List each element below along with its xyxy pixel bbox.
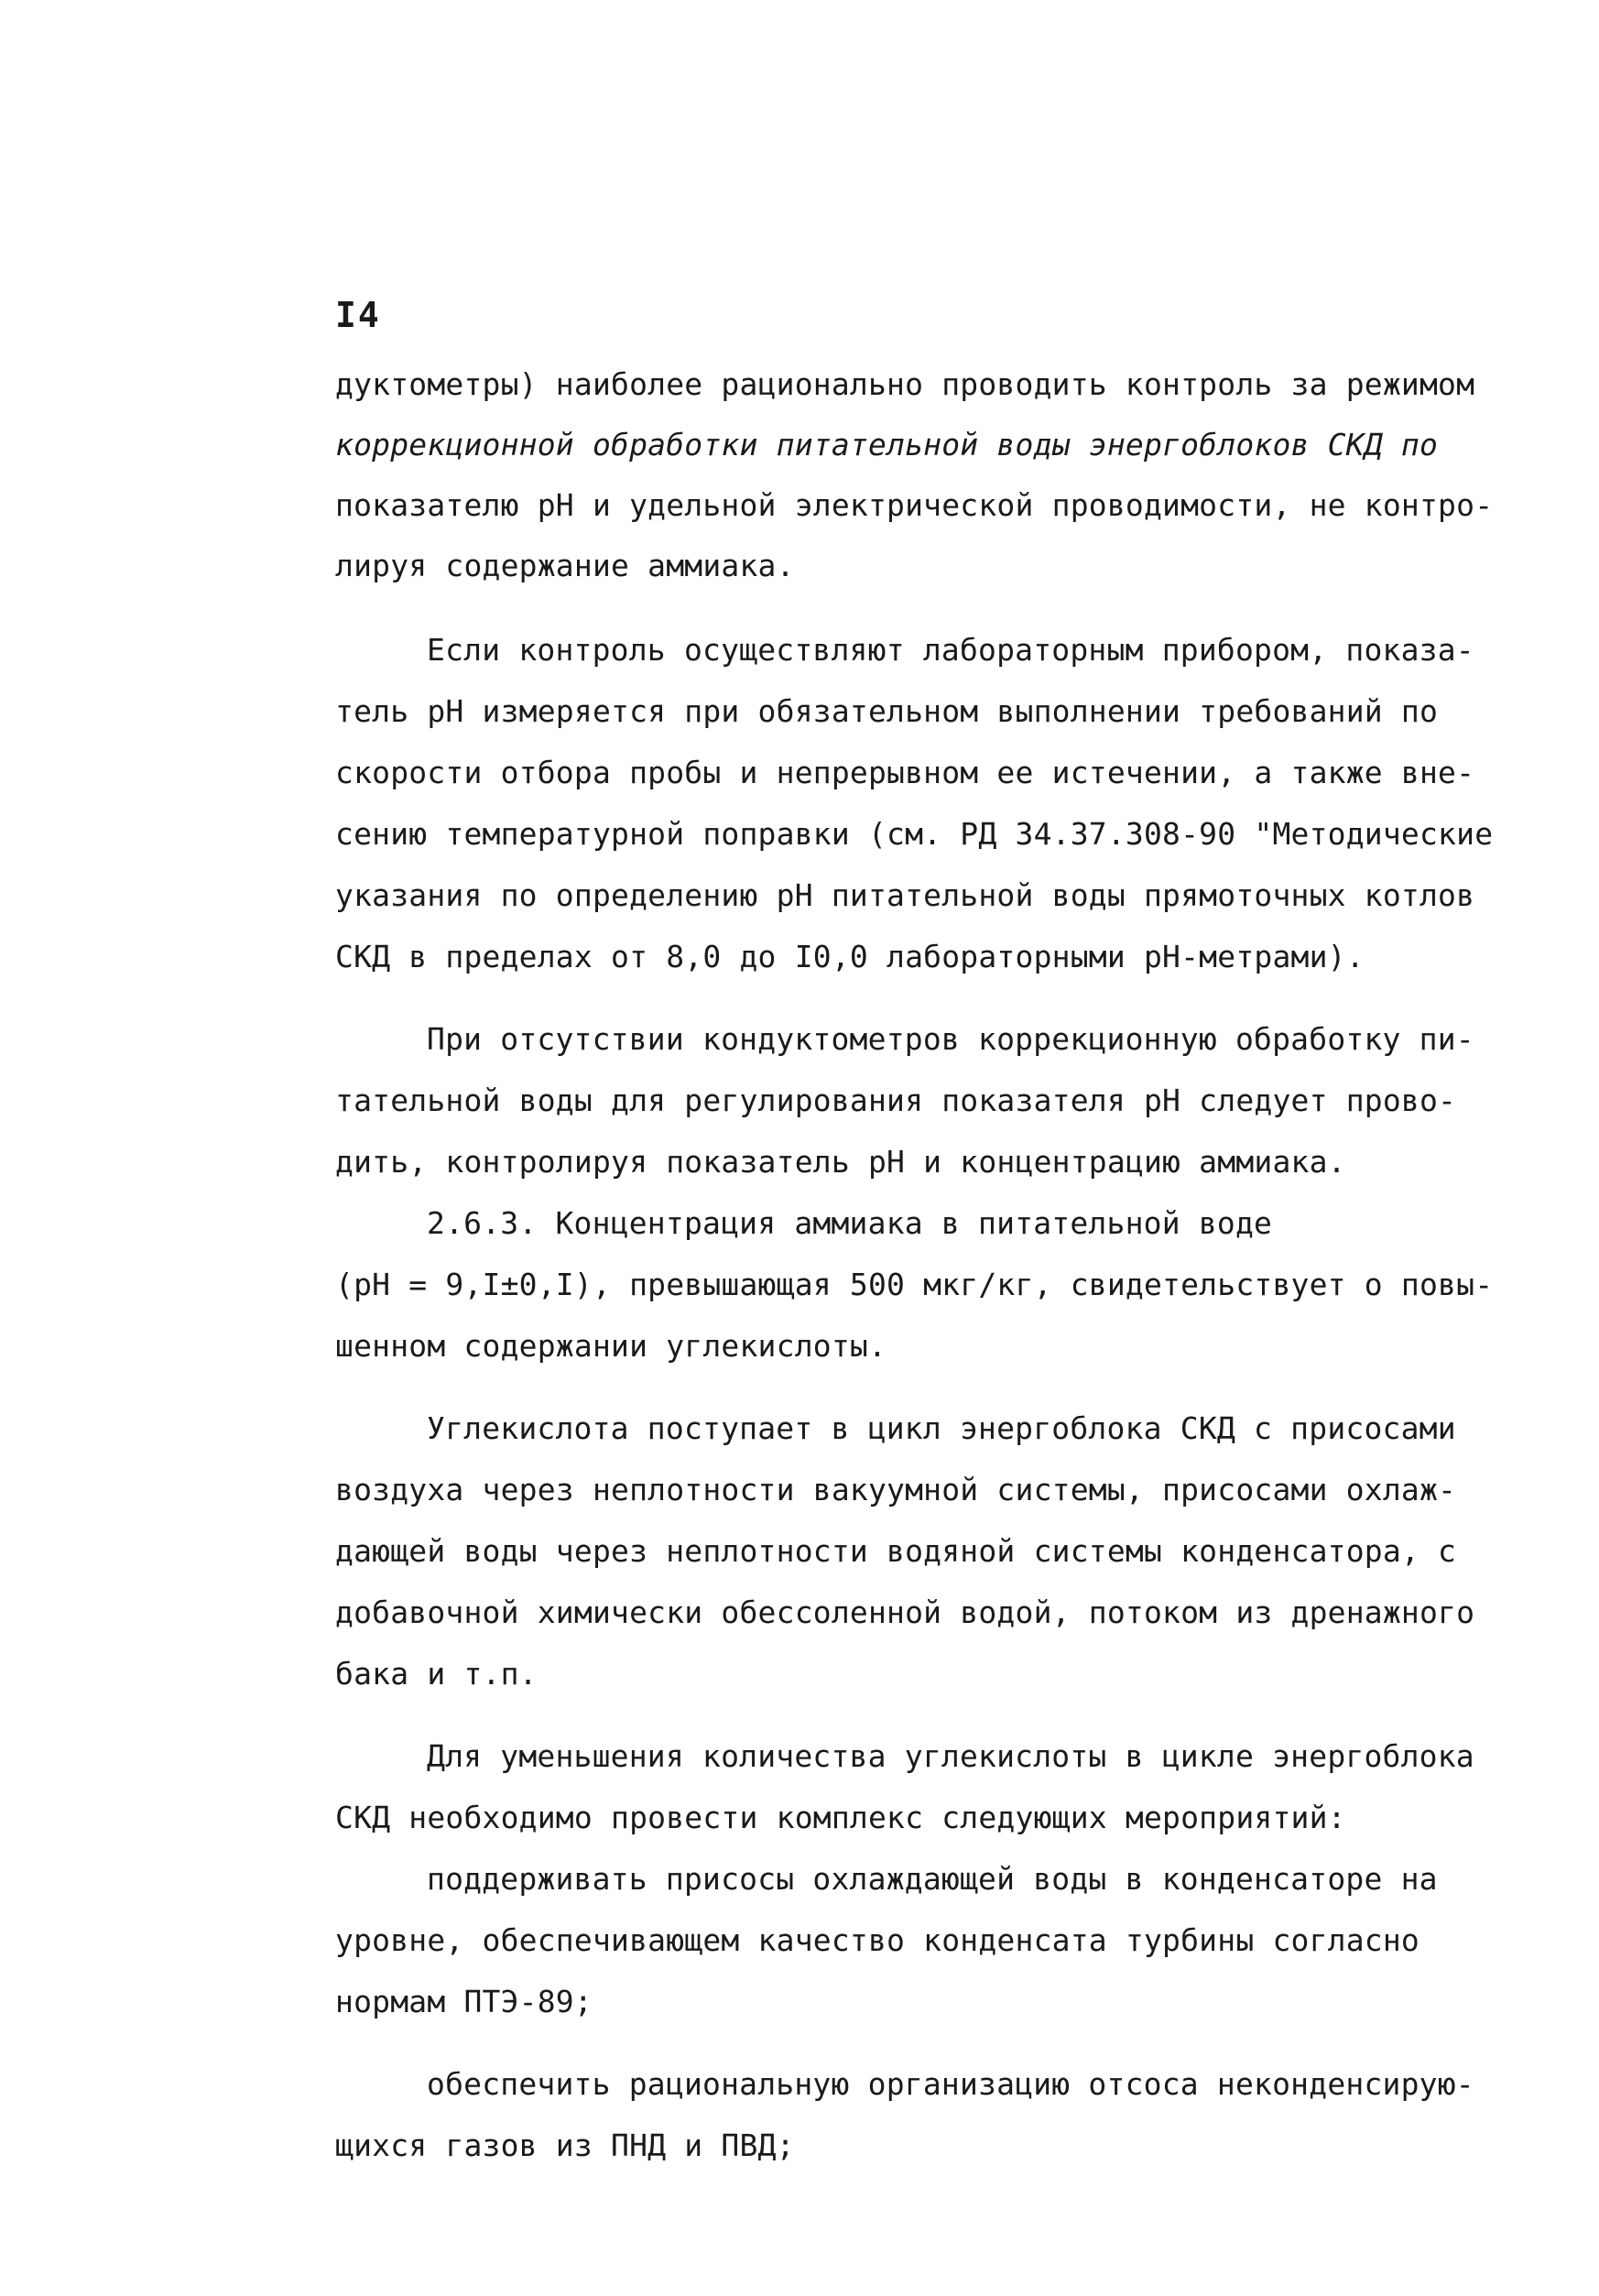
text-line: Для уменьшения количества углекислоты в цикле энергоблока — [427, 1738, 1474, 1774]
text-line: скорости отбора пробы и непрерывном ее истечении, а также вне- — [335, 755, 1475, 790]
text-line: указания по определению рН питательной воды прямоточных котлов — [335, 877, 1475, 913]
text-line: шенном содержании углекислоты. — [335, 1328, 887, 1364]
text-line: воздуха через неплотности вакуумной системы, присосами охлаж- — [335, 1472, 1457, 1507]
text-line: сению температурной поправки (см. РД 34.37.308-90 "Методические — [335, 816, 1494, 852]
text-line: показателю рН и удельной электрической проводимости, не контро- — [335, 487, 1494, 523]
text-line: Если контроль осуществляют лабораторным прибором, показа- — [427, 632, 1474, 668]
text-line: добавочной химически обессоленной водой, потоком из дренажного — [335, 1594, 1475, 1630]
text-line: нормам ПТЭ-89; — [335, 1984, 593, 2019]
text-line: СКД необходимо провести комплекс следующих мероприятий: — [335, 1800, 1346, 1835]
text-line: коррекционной обработки питательной воды энергоблоков СКД по — [335, 427, 1439, 462]
text-line: дить, контролируя показатель рН и концентрацию аммиака. — [335, 1144, 1346, 1180]
page-number: I4 — [335, 295, 381, 335]
text-line: дающей воды через неплотности водяной системы конденсатора, с — [335, 1533, 1457, 1569]
text-line: СКД в пределах от 8,0 до I0,0 лабораторными рН-метрами). — [335, 939, 1365, 974]
text-line: При отсутствии кондуктометров коррекционную обработку пи- — [427, 1021, 1474, 1057]
text-line: бака и т.п. — [335, 1656, 538, 1692]
text-line: дуктометры) наиболее рационально проводить контроль за режимом — [335, 366, 1475, 402]
text-line: лируя содержание аммиака. — [335, 548, 795, 583]
text-line: тель рН измеряется при обязательном выполнении требований по — [335, 693, 1439, 729]
text-line: щихся газов из ПНД и ПВД; — [335, 2127, 795, 2163]
text-line: уровне, обеспечивающем качество конденсата турбины согласно — [335, 1922, 1420, 1958]
text-line: (рН = 9,I±0,I), превышающая 500 мкг/кг, свидетельствует о повы- — [335, 1267, 1494, 1302]
text-line: поддерживать присосы охлаждающей воды в конденсаторе на — [427, 1861, 1438, 1897]
text-line: тательной воды для регулирования показателя рН следует прово- — [335, 1083, 1457, 1118]
text-line: Углекислота поступает в цикл энергоблока СКД с присосами — [427, 1410, 1456, 1446]
text-line: обеспечить рациональную организацию отсоса неконденсирую- — [427, 2066, 1474, 2102]
text-line: 2.6.3. Концентрация аммиака в питательной воде — [427, 1205, 1273, 1241]
